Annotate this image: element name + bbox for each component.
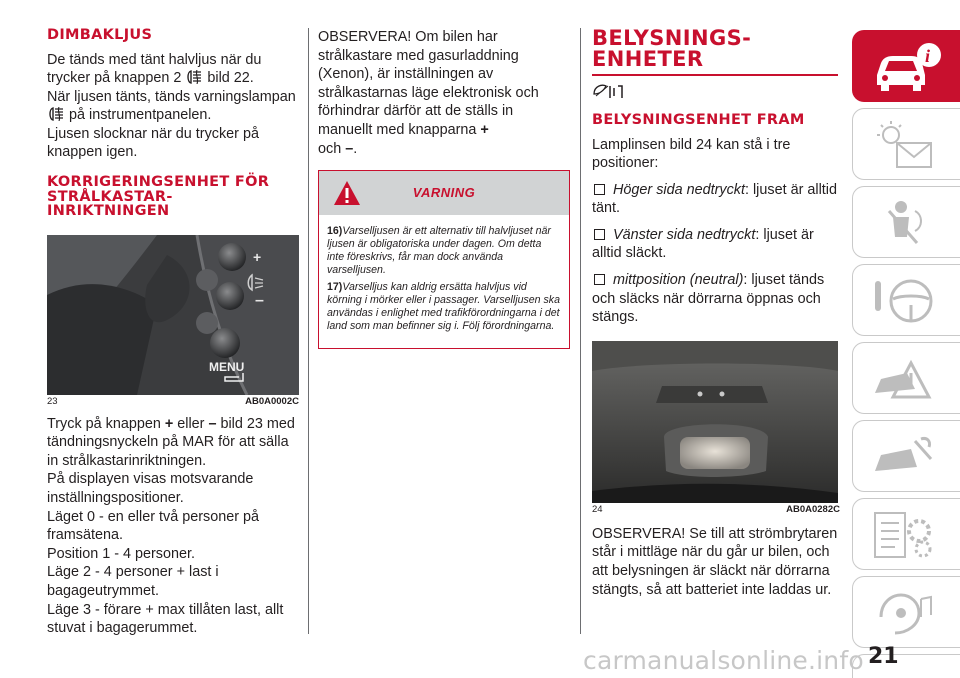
warning-box [318,170,570,348]
tab-lights-warnings[interactable] [852,108,960,180]
heading-fog-lights: DIMBAKLJUS [47,27,153,43]
heading-rule [592,74,838,76]
menu-label: MENU [209,359,245,374]
lights-warning-icon [871,119,941,173]
column-divider [308,28,309,634]
lamp-positions-intro: Lamplinsen bild 24 kan stå i tre positioner: [592,136,791,172]
heading-headlight-alignment: KORRIGERINGSENHET FÖR STRÅLKASTAR-INRIKTNINGEN [47,174,270,220]
watermark: carmanualsonline.info [583,646,864,675]
column-3 [592,28,840,599]
steering-wheel-icon [871,275,941,329]
fog-light-icon [185,70,203,84]
dashboard-buttons-illustration [47,235,299,395]
fog-lights-text: De tänds med tänt halvljus när du trycker på knappen 2 bild 22. När ljusen tänts, tänds varningslampan på instrumentpanelen. Ljusen slocknar när du trycker på knappen igen. [47,51,296,161]
figure-24-caption [592,504,840,515]
warning-body [319,215,569,347]
figure-23-caption [47,396,299,407]
battery-note: OBSERVERA! Se till att strömbrytaren står i mittläge när du går ur bilen, och att belysningen är släckt när dörrarna stängts, så att batteriet inte laddas ur. [592,525,838,598]
tab-emergency[interactable] [852,342,960,414]
svg-text:i: i [925,46,931,66]
courtesy-lamp-illustration [592,341,838,503]
warning-item-17: 17)Varselljus kan aldrig ersätta halvljus vid körning i mörker eller i passager. Varselljusen ska användas i enlighet med trafikförordningarna i det land som man befinner sig i. Följ förordningarna. [327,281,560,332]
tab-multimedia[interactable] [852,576,960,648]
column-2 [318,28,570,349]
page-number: 21 [868,644,899,669]
xenon-note: OBSERVERA! Om bilen har strålkastare med gasurladdning (Xenon), är inställningen av strålkastarnas läge elektronisk och förhindrar därför att de ställs in manuellt med knapparna + och –. [318,29,539,157]
warning-title: VARNING [412,185,476,201]
fog-warning-lamp-icon [47,107,65,121]
figure-code: AB0A0282C [786,503,840,515]
figure-code: AB0A0002C [245,395,299,407]
tab-technical-data[interactable] [852,498,960,570]
warning-header [319,171,569,215]
multimedia-icon [871,587,941,641]
tab-car-info[interactable] [852,30,960,102]
figure-number: 23 [47,395,58,407]
warning-item-16: 16)Varselljusen är ett alternativ till halvljuset när ljusen är obligatoriska under dagen. Om detta inte föreskrivs, får man dock använda varselljusen. [327,225,551,276]
figure-24-image [592,341,838,503]
bullet-box [594,184,605,195]
alignment-instructions: Tryck på knappen + eller – bild 23 med tändningsnyckeln på MAR för att sälla in strålkastarinriktningen. På displayen visas motsvarande inställningspositioner. Läget 0 - en eller två personer på framsätena. Position 1 - 4 personer. Läge 2 - 4 personer + last i bagageutrymmet. Läge 3 - förare + max tillåten last, allt stuvat i bagagerummet. [47,415,295,637]
figure-23-image [47,235,299,395]
car-info-icon [871,41,941,95]
ecology-icon [592,82,628,102]
lamp-option-1: Höger sida nedtryckt: ljuset är alltid tänt. [592,181,837,217]
heading-front-light-unit: BELYSNINGSENHET FRAM [592,112,805,128]
column-1 [47,28,299,638]
lamp-option-3: mittposition (neutral): ljuset tänds och släcks när dörrarna öppnas och stängs. [592,272,825,326]
emergency-icon [871,353,941,407]
technical-data-icon [871,509,941,563]
bullet-box [594,229,605,240]
safety-icon [871,197,941,251]
lamp-option-2: Vänster sida nedtryckt: ljuset är alltid släckt. [592,226,814,262]
bullet-box [594,274,605,285]
tab-safety[interactable] [852,186,960,258]
svg-text:+: + [253,248,262,265]
svg-text:–: – [255,291,264,309]
tab-maintenance[interactable] [852,420,960,492]
tab-starting-driving[interactable] [852,264,960,336]
column-divider [580,28,581,634]
maintenance-icon [871,431,941,485]
figure-number: 24 [592,503,603,515]
heading-lighting-units: BELYSNINGS-ENHETER [592,26,752,71]
